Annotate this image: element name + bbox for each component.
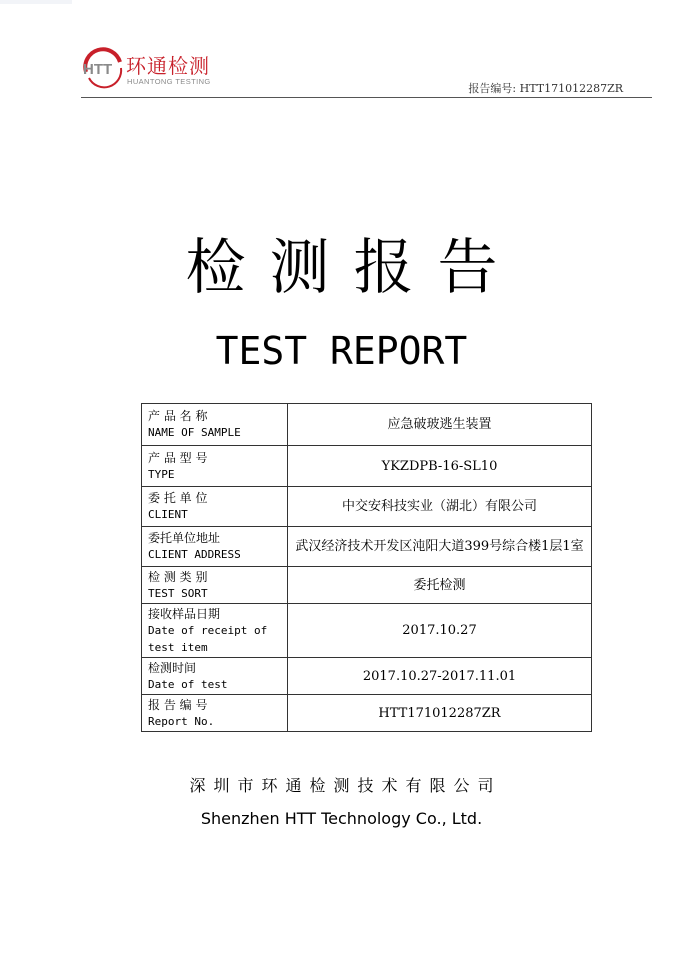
table-row	[142, 446, 592, 487]
label-english: Report No.	[148, 714, 215, 728]
row-label	[142, 527, 288, 567]
label-chinese: 检 测 类 别	[148, 569, 208, 584]
table-row	[142, 604, 592, 658]
report-title-chinese: 检测报告	[185, 233, 522, 303]
row-label	[142, 404, 288, 446]
row-value: YKZDPB-16-SL10	[288, 446, 592, 487]
logo-mark-text: HTT	[83, 61, 113, 78]
label-chinese: 报 告 编 号	[148, 697, 208, 712]
label-english: NAME OF SAMPLE	[148, 426, 241, 439]
logo-chinese-name: 环通检测	[126, 54, 210, 78]
table-row	[142, 567, 592, 604]
header-divider	[81, 97, 652, 98]
label-english: Date of receipt of test item	[148, 623, 268, 654]
label-chinese: 产 品 名 称	[148, 409, 208, 423]
company-logo	[81, 46, 241, 90]
row-label	[142, 695, 288, 732]
table-row	[142, 658, 592, 695]
footer-company-english: Shenzhen HTT Technology Co., Ltd.	[200, 809, 483, 828]
footer-company-chinese: 深圳市环通检测技术有限公司	[189, 776, 502, 795]
label-english: CLIENT	[148, 508, 188, 521]
label-english: CLIENT ADDRESS	[148, 548, 241, 561]
row-label	[142, 446, 288, 487]
row-value: 委托检测	[288, 567, 592, 604]
row-label	[142, 658, 288, 695]
label-english: Date of test	[148, 677, 228, 691]
htt-logo-icon	[81, 46, 127, 90]
corner-mark	[0, 0, 72, 4]
table-row	[142, 487, 592, 527]
label-chinese: 接收样品日期	[148, 606, 221, 621]
label-english: TYPE	[148, 467, 175, 481]
row-value: 武汉经济技术开发区沌阳大道399号综合楼1层1室	[288, 527, 592, 567]
row-value: 应急破玻逃生装置	[288, 404, 592, 446]
label-chinese: 产 品 型 号	[148, 450, 208, 465]
label-chinese: 委托单位地址	[148, 531, 221, 545]
row-value: 中交安科技实业（湖北）有限公司	[288, 487, 592, 527]
header-report-number: 报告编号: HTT171012287ZR	[468, 82, 623, 95]
table-row	[142, 695, 592, 732]
row-label	[142, 487, 288, 527]
row-value: 2017.10.27-2017.11.01	[288, 658, 592, 695]
row-label	[142, 604, 288, 658]
report-info-table	[141, 403, 592, 732]
table-row	[142, 527, 592, 567]
label-english: TEST SORT	[148, 586, 208, 600]
report-title-english: TEST REPORT	[215, 329, 468, 373]
row-value: 2017.10.27	[288, 604, 592, 658]
label-chinese: 委 托 单 位	[148, 491, 208, 505]
table-row	[142, 404, 592, 446]
row-label	[142, 567, 288, 604]
row-value: HTT171012287ZR	[288, 695, 592, 732]
label-chinese: 检测时间	[148, 660, 197, 675]
logo-english-name: HUANTONG TESTING	[127, 77, 211, 86]
